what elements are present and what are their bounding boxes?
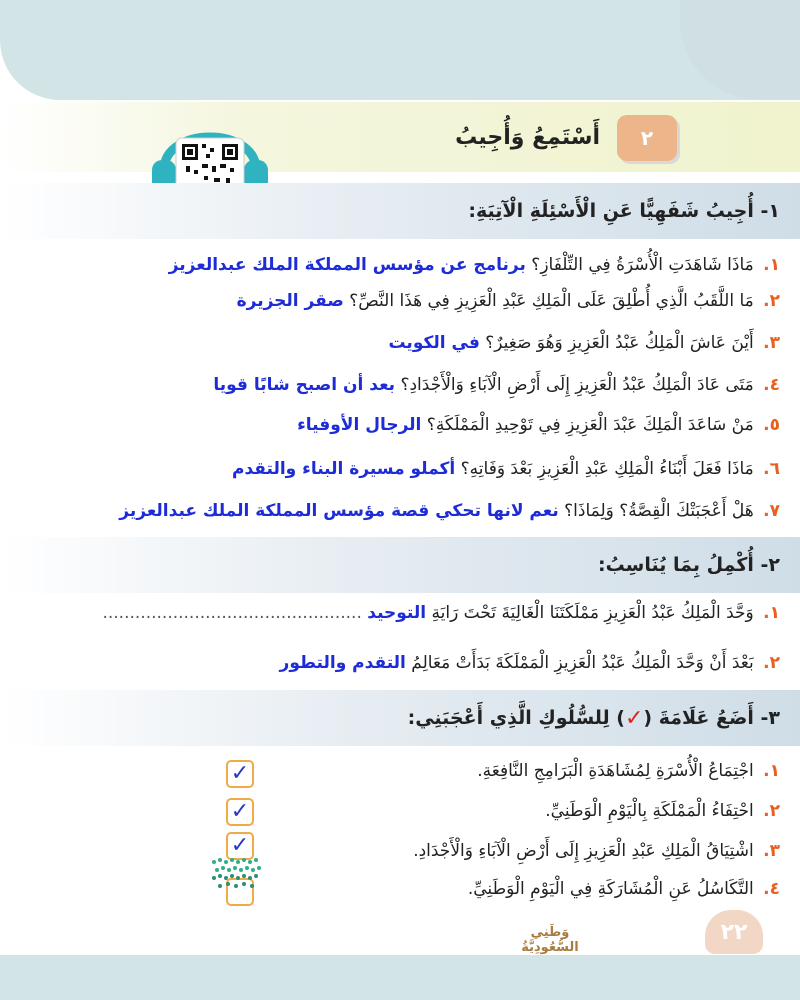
sentence-text: بَعْدَ أَنْ وَحَّدَ الْمَلِكُ عَبْدُ الْعَزِيزِ الْمَمْلَكَةَ بَدَأَتْ مَعَالِمُ bbox=[411, 653, 754, 673]
section-number-badge: ٢ bbox=[617, 115, 677, 161]
list-item bbox=[297, 410, 780, 440]
question-text: مَا اللَّقَبُ الَّذِي أُطْلِقَ عَلَى الْمَلِكِ عَبْدِ الْعَزِيزِ فِي هَذَا النَّصِّ؟ bbox=[349, 291, 754, 311]
list-item bbox=[213, 370, 780, 400]
item-number: ٣. bbox=[763, 841, 780, 861]
part3-heading-after: ) لِلسُّلُوكِ الَّذِي أَعْجَبَنِي: bbox=[407, 707, 625, 729]
answer-text: برنامج عن مؤسس المملكة الملك عبدالعزيز bbox=[168, 255, 526, 275]
item-number: ١. bbox=[763, 255, 780, 275]
item-number: ١. bbox=[763, 603, 780, 623]
blank-dots: ................................................ bbox=[102, 603, 362, 623]
behavior-text: التَّكَاسُلُ عَنِ الْمُشَارَكَةِ فِي الْيَوْمِ الْوَطَنِيِّ. bbox=[467, 879, 754, 899]
section-title: أَسْتَمِعُ وَأُجِيبُ bbox=[455, 125, 600, 150]
list-item bbox=[388, 328, 780, 358]
behavior-text: اجْتِمَاعُ الْأُسْرَةِ لِمُشَاهَدَةِ الْبَرَامِجِ النَّافِعَةِ. bbox=[477, 761, 754, 781]
list-item bbox=[477, 756, 780, 786]
question-text: مَتَى عَادَ الْمَلِكُ عَبْدُ الْعَزِيزِ إِلَى أَرْضِ الْآبَاءِ وَالْأَجْدَادِ؟ bbox=[400, 375, 754, 395]
list-item bbox=[232, 454, 780, 484]
list-item bbox=[237, 286, 780, 316]
question-text: مَاذَا فَعَلَ أَبْنَاءُ الْمَلِكِ عَبْدِ الْعَزِيزِ بَعْدَ وَفَاتِهِ؟ bbox=[460, 459, 754, 479]
item-number: ٥. bbox=[763, 415, 780, 435]
list-item bbox=[102, 598, 780, 628]
answer-text: التوحيد bbox=[367, 603, 427, 623]
answer-text: الرجال الأوفياء bbox=[297, 415, 422, 435]
behavior-text: اشْتِيَاقُ الْمَلِكِ عَبْدِ الْعَزِيزِ إِلَى أَرْضِ الْآبَاءِ وَالْأَجْدَادِ. bbox=[413, 841, 754, 861]
part1-heading: ١- أُجِيبُ شَفَهِيًّا عَنِ الْأَسْئِلَةِ الْآتِيَةِ: bbox=[468, 200, 780, 222]
part3-header bbox=[0, 690, 800, 746]
page-number: ٢٢ bbox=[705, 910, 763, 954]
answer-text: بعد أن اصبح شابًا قويا bbox=[213, 375, 396, 395]
part1-header bbox=[0, 183, 800, 239]
footer-unit-title: وَطَنِي السُّعُودِيَّةُ bbox=[521, 925, 579, 955]
item-number: ٤. bbox=[763, 375, 780, 395]
list-item bbox=[169, 250, 780, 280]
checkbox-checked[interactable]: ✓ bbox=[226, 760, 254, 788]
list-item bbox=[280, 648, 780, 678]
question-text: أَيْنَ عَاشَ الْمَلِكُ عَبْدُ الْعَزِيزِ وَهُوَ صَغِيرٌ؟ bbox=[485, 333, 754, 353]
checkbox-checked[interactable]: ✓ bbox=[226, 798, 254, 826]
answer-text: صقر الجزيرة bbox=[236, 291, 344, 311]
checkbox-checked[interactable]: ✓ bbox=[226, 832, 254, 860]
check-mark-icon: ✓ bbox=[624, 705, 644, 731]
item-number: ٦. bbox=[763, 459, 780, 479]
part3-heading-before: ٣- أَضَعُ عَلَامَةَ ( bbox=[643, 707, 780, 729]
vision-logo-icon bbox=[208, 854, 264, 894]
behavior-text: احْتِفَاءُ الْمَمْلَكَةِ بِالْيَوْمِ الْوَطَنِيِّ. bbox=[545, 801, 754, 821]
part2-heading: ٢- أُكْمِلُ بِمَا يُنَاسِبُ: bbox=[597, 554, 780, 576]
bottom-decorative-band bbox=[0, 955, 800, 1000]
answer-text: في الكويت bbox=[388, 333, 480, 353]
sentence-text: وَحَّدَ الْمَلِكُ عَبْدُ الْعَزِيزِ مَمْلَكَتَنَا الْغَالِيَةَ تَحْتَ رَايَةِ bbox=[431, 603, 754, 623]
item-number: ٣. bbox=[763, 333, 780, 353]
item-number: ٤. bbox=[763, 879, 780, 899]
list-item bbox=[119, 496, 780, 526]
item-number: ٢. bbox=[763, 653, 780, 673]
question-text: مَاذَا شَاهَدَتِ الْأُسْرَةُ فِي التِّلْفَازِ؟ bbox=[531, 255, 754, 275]
section-header-bar bbox=[0, 102, 800, 172]
part3-heading bbox=[408, 690, 780, 746]
item-number: ١. bbox=[763, 761, 780, 781]
item-number: ٧. bbox=[763, 501, 780, 521]
answer-text: أكملو مسيرة البناء والتقدم bbox=[232, 459, 456, 479]
item-number: ٢. bbox=[763, 801, 780, 821]
question-text: مَنْ سَاعَدَ الْمَلِكَ عَبْدَ الْعَزِيزِ فِي تَوْحِيدِ الْمَمْلَكَةِ؟ bbox=[426, 415, 754, 435]
answer-text: نعم لانها تحكي قصة مؤسس المملكة الملك عبدالعزيز bbox=[119, 501, 559, 521]
part2-header bbox=[0, 537, 800, 593]
list-item bbox=[545, 796, 780, 826]
list-item bbox=[468, 874, 780, 904]
item-number: ٢. bbox=[763, 291, 780, 311]
answer-text: التقدم والتطور bbox=[279, 653, 406, 673]
question-text: هَلْ أَعْجَبَتْكَ الْقِصَّةُ؟ وَلِمَاذَا؟ bbox=[564, 501, 754, 521]
list-item bbox=[413, 836, 780, 866]
